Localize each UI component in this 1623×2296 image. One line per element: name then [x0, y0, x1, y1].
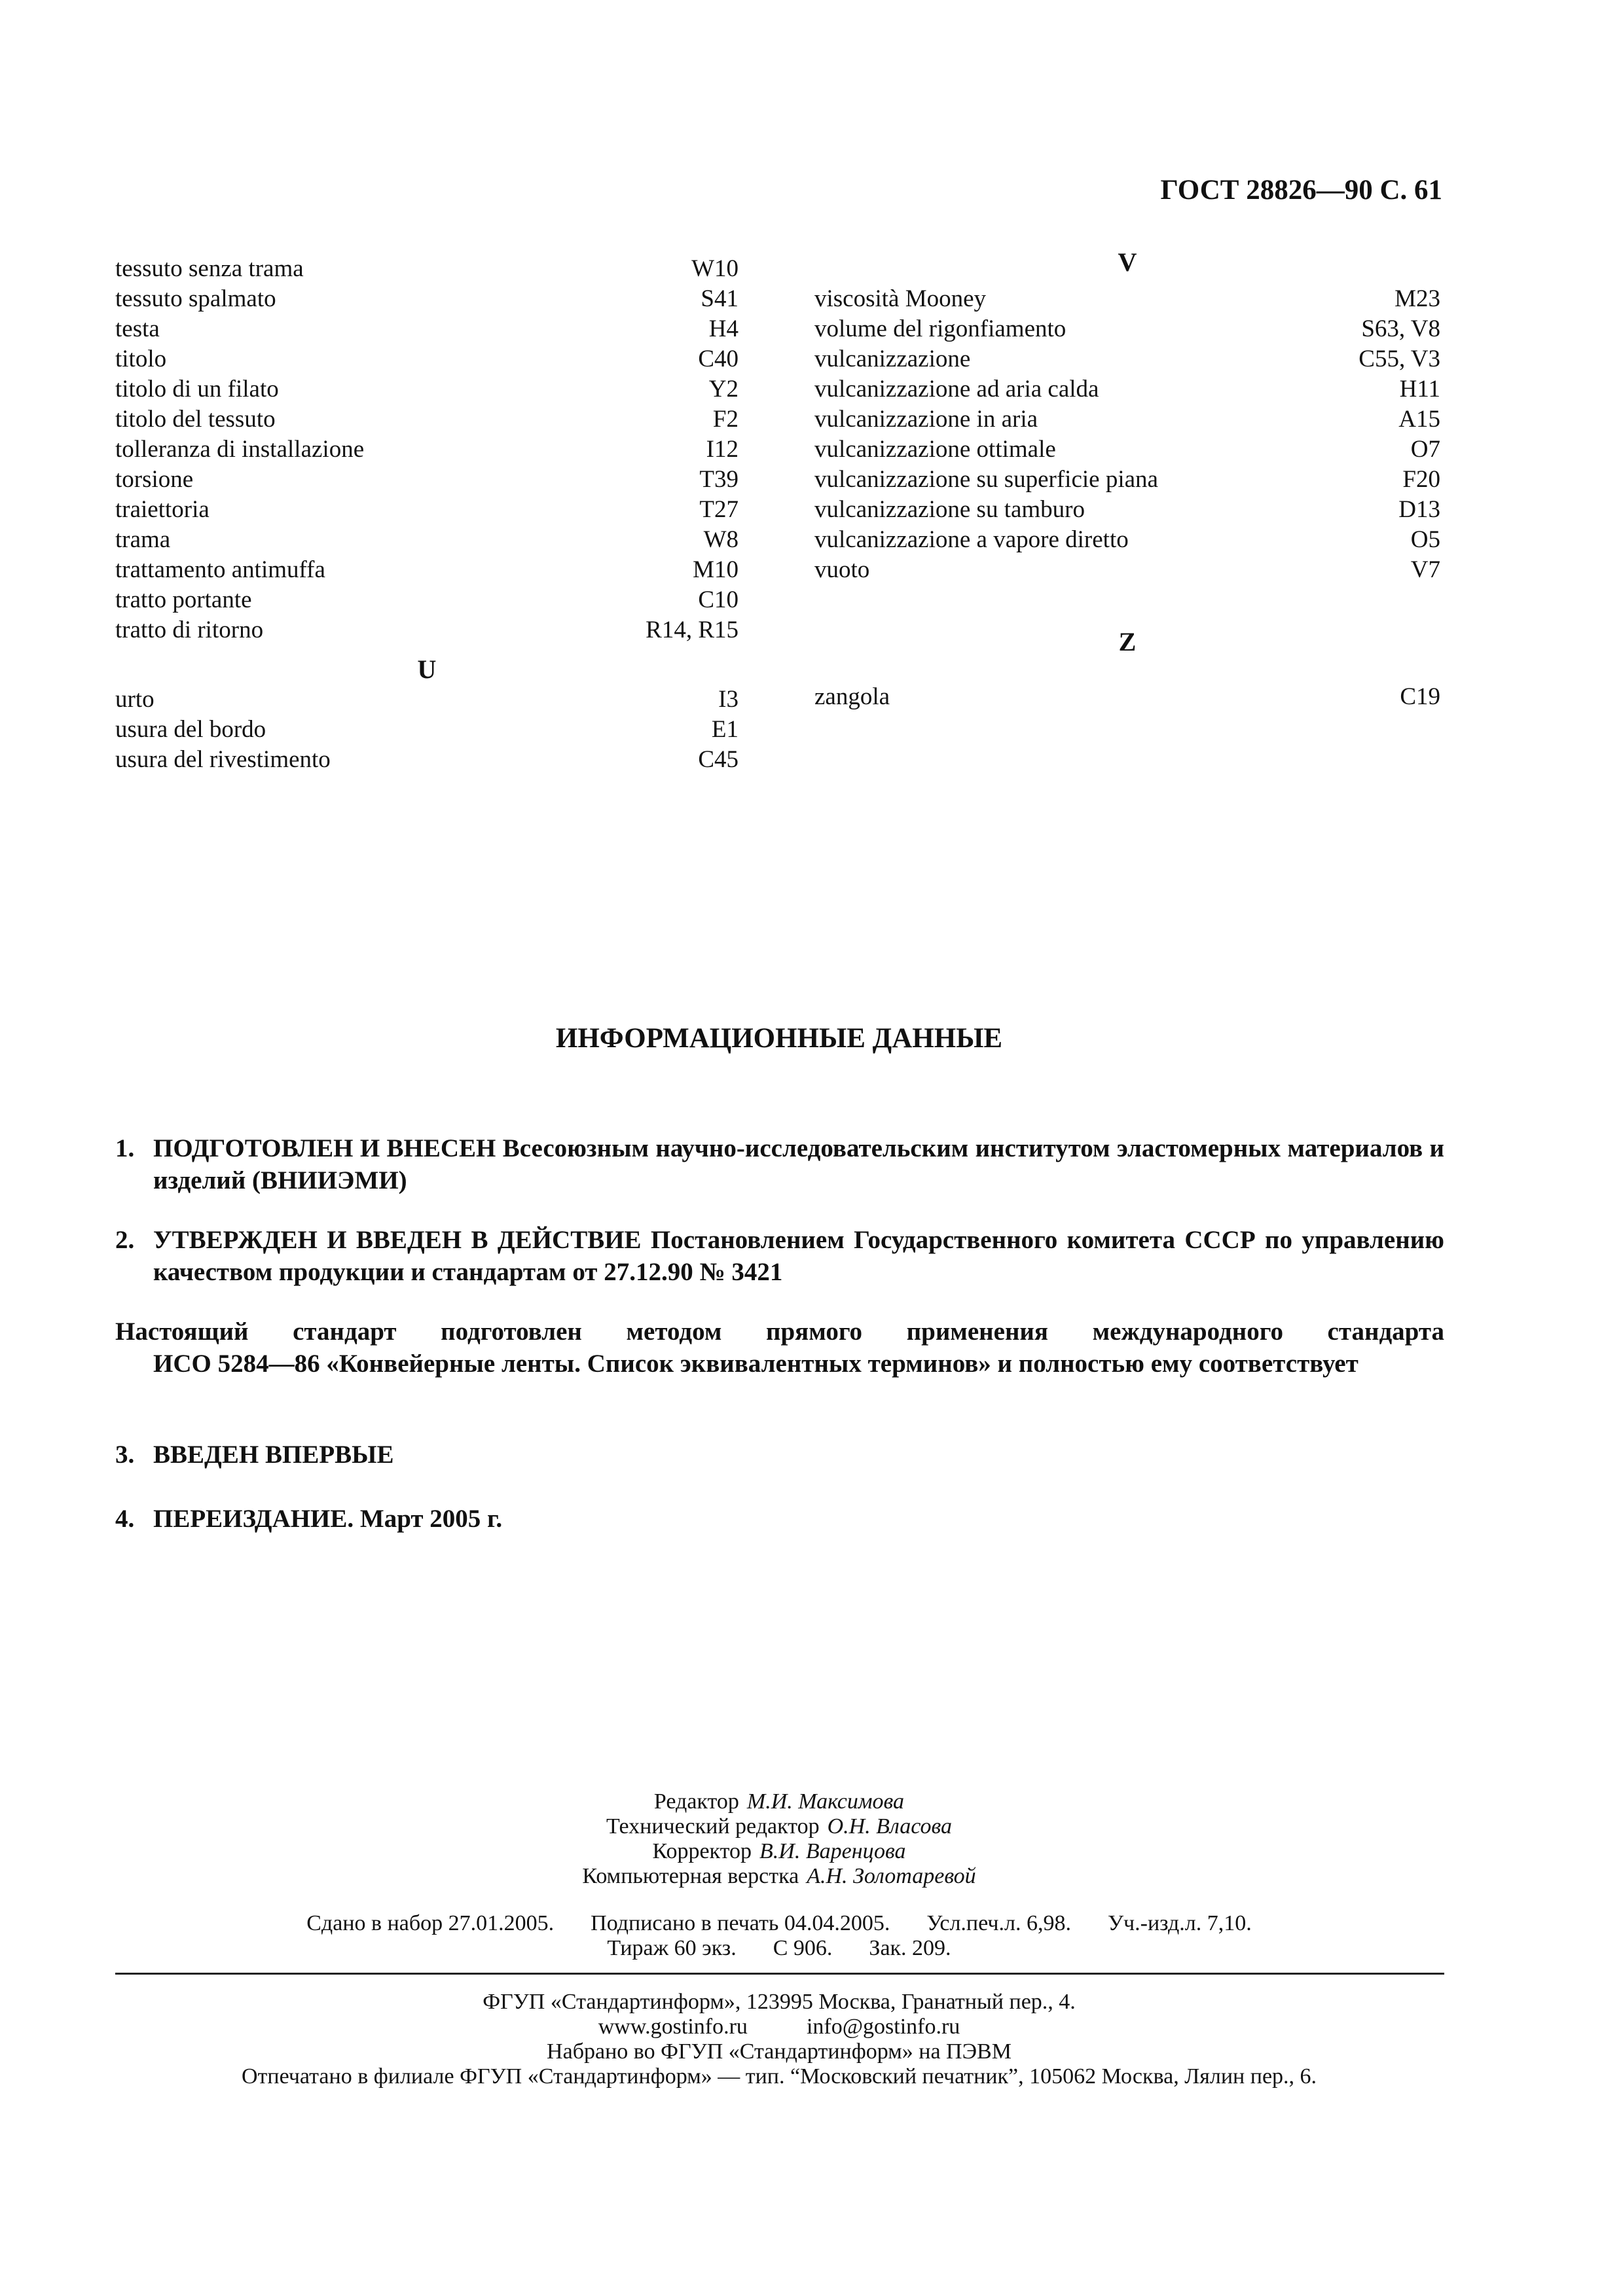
- info-note-continuation: ИСО 5284—86 «Конвейерные ленты. Список эквивалентных терминов» и полностью ему соответствует: [153, 1350, 1359, 1378]
- glossary-entry: [814, 525, 1440, 555]
- glossary-code: C19: [1400, 683, 1440, 710]
- glossary-list-u: [115, 685, 739, 775]
- glossary-term: titolo di un filato: [115, 376, 279, 403]
- glossary-term: vulcanizzazione ad aria calda: [814, 376, 1099, 403]
- glossary-entry: [115, 555, 739, 585]
- glossary-entry: [814, 465, 1440, 495]
- glossary-code: E1: [711, 716, 739, 743]
- glossary-entry: [115, 404, 739, 435]
- glossary-term: volume del rigonfiamento: [814, 315, 1067, 342]
- glossary-term: urto: [115, 686, 155, 713]
- glossary-term: vulcanizzazione in aria: [814, 406, 1038, 433]
- imprint-line-2: [0, 1936, 1558, 1961]
- glossary-term: testa: [115, 315, 160, 342]
- imprint-order: Зак. 209.: [869, 1936, 951, 1960]
- glossary-term: titolo: [115, 346, 167, 372]
- credit-name: М.И. Максимова: [746, 1789, 905, 1814]
- glossary-term: tratto di ritorno: [115, 617, 264, 643]
- glossary-entry: [814, 435, 1440, 465]
- info-item-number: 4.: [115, 1505, 135, 1533]
- glossary-entry: [115, 284, 739, 314]
- glossary-term: titolo del tessuto: [115, 406, 276, 433]
- glossary-code: T27: [699, 496, 739, 523]
- footer-typeset: Набрано во ФГУП «Стандартинформ» на ПЭВМ: [547, 2039, 1012, 2064]
- glossary-code: H11: [1399, 376, 1440, 403]
- glossary-list-z: [814, 682, 1440, 712]
- glossary-code: S63, V8: [1361, 315, 1440, 342]
- imprint-print-sheets: Усл.печ.л. 6,98.: [926, 1911, 1071, 1935]
- credits-block: [0, 1789, 1558, 1889]
- glossary-code: O5: [1410, 526, 1440, 553]
- info-title: ИНФОРМАЦИОННЫЕ ДАННЫЕ: [555, 1023, 1003, 1054]
- footer-contacts: [0, 2015, 1558, 2039]
- glossary-entry: [814, 344, 1440, 374]
- info-item-text: ВВЕДЕН ВПЕРВЫЕ: [153, 1441, 394, 1469]
- glossary-code: W8: [703, 526, 739, 553]
- glossary-entry: [814, 284, 1440, 314]
- glossary-term: tessuto senza trama: [115, 255, 304, 282]
- glossary-code: M23: [1395, 285, 1440, 312]
- glossary-code: C45: [698, 746, 739, 773]
- glossary-term: trama: [115, 526, 171, 553]
- glossary-entry: [115, 525, 739, 555]
- glossary-term: vulcanizzazione su superficie piana: [814, 466, 1158, 493]
- glossary-term: usura del rivestimento: [115, 746, 331, 773]
- info-item-text: ПОДГОТОВЛЕН И ВНЕСЕН Всесоюзным научно-исследовательским институтом эластомерных материалов и изделий (ВНИИЭМИ): [153, 1134, 1444, 1194]
- glossary-code: Y2: [708, 376, 739, 403]
- glossary-code: F20: [1402, 466, 1440, 493]
- credit-name: В.И. Варенцова: [759, 1839, 906, 1863]
- glossary-term: traiettoria: [115, 496, 210, 523]
- glossary-entry: [814, 404, 1440, 435]
- glossary-entry: [814, 314, 1440, 344]
- glossary-term: tessuto spalmato: [115, 285, 276, 312]
- glossary-entry: [115, 685, 739, 715]
- glossary-code: O7: [1410, 436, 1440, 463]
- info-item-number: 3.: [115, 1441, 135, 1469]
- credit-proofreader: [0, 1839, 1558, 1864]
- footer-block: [0, 1990, 1558, 2089]
- info-item-3: [115, 1439, 1444, 1471]
- glossary-entry: [115, 374, 739, 404]
- glossary-code: T39: [699, 466, 739, 493]
- glossary-code: C40: [698, 346, 739, 372]
- info-item-text: ПЕРЕИЗДАНИЕ. Март 2005 г.: [153, 1505, 503, 1533]
- glossary-term: tolleranza di installazione: [115, 436, 365, 463]
- glossary-code: V7: [1410, 556, 1440, 583]
- glossary-code: F2: [712, 406, 739, 433]
- info-item-number: 1.: [115, 1134, 135, 1162]
- glossary-term: vulcanizzazione ottimale: [814, 436, 1056, 463]
- glossary-code: A15: [1398, 406, 1440, 433]
- glossary-code: R14, R15: [646, 617, 739, 643]
- footer-publisher: ФГУП «Стандартинформ», 123995 Москва, Гранатный пер., 4.: [483, 1990, 1076, 2014]
- credit-editor: [0, 1789, 1558, 1814]
- glossary-code: W10: [691, 255, 739, 282]
- info-item-4: [115, 1503, 1444, 1535]
- glossary-entry: [814, 555, 1440, 585]
- glossary-code: I12: [706, 436, 739, 463]
- imprint-edition-sheets: Уч.-изд.л. 7,10.: [1107, 1911, 1252, 1935]
- imprint-typeset-date: Сдано в набор 27.01.2005.: [306, 1911, 555, 1935]
- glossary-term: zangola: [814, 683, 890, 710]
- glossary-code: C10: [698, 586, 739, 613]
- imprint-print-run: Тираж 60 экз.: [607, 1936, 737, 1960]
- glossary-entry: [814, 374, 1440, 404]
- credit-layout: [0, 1864, 1558, 1889]
- glossary-entry: [814, 682, 1440, 712]
- glossary-term: tratto portante: [115, 586, 252, 613]
- footer-email-link[interactable]: info@gostinfo.ru: [806, 2015, 960, 2039]
- glossary-entry: [115, 314, 739, 344]
- credit-role: Компьютерная верстка: [582, 1864, 799, 1888]
- glossary-entry: [115, 495, 739, 525]
- glossary-entry: [115, 344, 739, 374]
- credit-tech-editor: [0, 1814, 1558, 1839]
- glossary-term: vulcanizzazione a vapore diretto: [814, 526, 1129, 553]
- credit-name: О.Н. Власова: [827, 1814, 952, 1839]
- info-item-text: УТВЕРЖДЕН И ВВЕДЕН В ДЕЙСТВИЕ Постановлением Государственного комитета СССР по управлению качеством продукции и стандартам от 27.12.90 № 3421: [153, 1226, 1444, 1286]
- glossary-entry: [115, 745, 739, 775]
- info-item-number: 2.: [115, 1226, 135, 1254]
- glossary-term: trattamento antimuffa: [115, 556, 325, 583]
- info-item-2: [115, 1224, 1444, 1288]
- credit-role: Редактор: [653, 1789, 739, 1814]
- info-note-first-line: Настоящий стандарт подготовлен методом прямого применения международного стандарта: [115, 1318, 1444, 1346]
- footer-printed: Отпечатано в филиале ФГУП «Стандартинформ» — тип. “Московский печатник”, 105062 Москва, Лялин пер., 6.: [241, 2064, 1317, 2089]
- credit-role: Технический редактор: [606, 1814, 820, 1839]
- glossary-entry: [115, 435, 739, 465]
- glossary-right-column: [814, 247, 1440, 712]
- imprint-signed-date: Подписано в печать 04.04.2005.: [591, 1911, 890, 1935]
- glossary-term: vuoto: [814, 556, 870, 583]
- glossary-left-column: [115, 254, 739, 775]
- imprint-line-1: [0, 1911, 1558, 1936]
- imprint-block: [0, 1911, 1558, 1961]
- section-letter-u: U: [417, 655, 437, 684]
- glossary-list-v: [814, 284, 1440, 585]
- glossary-entry: [115, 465, 739, 495]
- glossary-entry: [115, 254, 739, 284]
- info-note: [115, 1316, 1444, 1380]
- glossary-list-t: [115, 254, 739, 645]
- glossary-code: I3: [718, 686, 739, 713]
- footer-divider: [115, 1973, 1444, 1975]
- glossary-code: M10: [693, 556, 739, 583]
- credit-role: Корректор: [652, 1839, 752, 1863]
- imprint-code: С 906.: [773, 1936, 833, 1960]
- glossary-term: vulcanizzazione: [814, 346, 971, 372]
- section-letter-v: V: [1118, 247, 1137, 277]
- glossary-entry: [115, 585, 739, 615]
- running-head: ГОСТ 28826—90 С. 61: [1160, 175, 1442, 206]
- glossary-term: vulcanizzazione su tamburo: [814, 496, 1085, 523]
- glossary-code: H4: [708, 315, 739, 342]
- glossary-term: torsione: [115, 466, 194, 493]
- section-letter-z: Z: [1118, 627, 1137, 656]
- glossary-entry: [814, 495, 1440, 525]
- glossary-code: C55, V3: [1359, 346, 1440, 372]
- glossary-entry: [115, 615, 739, 645]
- footer-website-link[interactable]: www.gostinfo.ru: [598, 2015, 748, 2039]
- glossary-code: S41: [701, 285, 739, 312]
- glossary-term: viscosità Mooney: [814, 285, 987, 312]
- glossary-term: usura del bordo: [115, 716, 266, 743]
- glossary-code: D13: [1398, 496, 1440, 523]
- glossary-entry: [115, 715, 739, 745]
- credit-name: А.Н. Золотаревой: [807, 1864, 976, 1888]
- info-item-1: [115, 1132, 1444, 1196]
